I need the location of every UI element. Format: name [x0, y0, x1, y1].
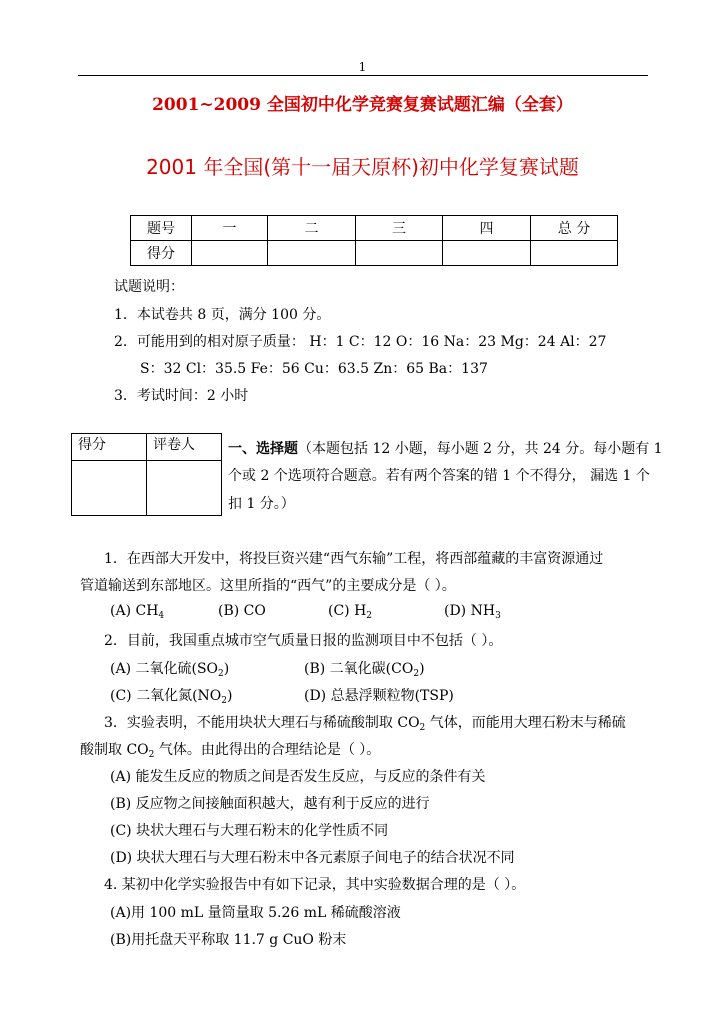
question-1-text: 管道输送到东部地区。这里所指的“西气”的主要成分是（ ）。 [80, 578, 456, 594]
section-description: 扣 1 分。） [228, 496, 295, 512]
option-text: (C) 二氧化氮(NO [110, 688, 222, 704]
question-text: 气体。由此得出的合理结论是（ ）。 [154, 742, 381, 758]
score-table [130, 215, 618, 266]
question-1-text: 1．在西部大开发中，将投巨资兴建“西气东输”工程，将西部蕴藏的丰富资源通过 [104, 551, 604, 567]
question-4-option-a: (A)用 100 mL 量筒量取 5.26 mL 稀硫酸溶液 [110, 905, 401, 921]
score-table-col: 一 [192, 216, 268, 241]
question-text: 酸制取 CO [80, 742, 149, 758]
question-3-option-b: (B) 反应物之间接触面积越大，越有利于反应的进行 [110, 796, 430, 812]
document-title: 2001~2009 全国初中化学竞赛复赛试题汇编（全套） [152, 95, 573, 115]
question-1-option-c [328, 603, 372, 619]
instruction-item: 1．本试卷共 8 页，满分 100 分。 [114, 307, 331, 323]
question-2-text: 2．目前，我国重点城市空气质量日报的监测项目中不包括（ ）。 [104, 633, 503, 649]
question-text: 气体，而能用大理石粉末与稀硫 [425, 715, 626, 731]
option-text: (A) 二氧化硫(SO [110, 661, 219, 677]
page-number: 1 [358, 60, 367, 74]
instruction-item: 3．考试时间：2 小时 [114, 388, 249, 404]
grader-table-body-row [72, 461, 222, 516]
section-description: 个或 2 个选项符合题意。若有两个答案的错 1 个不得分， 漏选 1 个 [228, 468, 650, 484]
option-text: (D) NH [444, 603, 496, 619]
option-text: ) [223, 661, 230, 677]
subscript: 2 [148, 750, 155, 760]
score-table-label: 得分 [131, 241, 192, 266]
score-cell [192, 241, 268, 266]
score-table-col: 总 分 [531, 216, 618, 241]
subscript: 3 [495, 611, 501, 621]
instructions-heading: 试题说明： [114, 279, 184, 295]
score-table-col: 三 [356, 216, 443, 241]
option-text: (B) 二氧化碳(CO [304, 661, 414, 677]
question-3-text [80, 739, 380, 759]
question-4-text: 4. 某初中化学实验报告中有如下记录，其中实验数据合理的是（ ）。 [104, 877, 526, 893]
option-text: ) [227, 688, 233, 704]
score-table-col: 四 [443, 216, 531, 241]
question-1-option-d [444, 603, 501, 619]
subscript: 2 [218, 669, 224, 679]
question-2-option-b [304, 658, 425, 678]
question-3-option-d: (D) 块状大理石与大理石粉末中各元素原子间电子的结合状况不同 [110, 850, 515, 866]
question-4-option-b: (B)用托盘天平称取 11.7 g CuO 粉末 [110, 932, 347, 948]
score-table-col: 二 [268, 216, 356, 241]
section-title: 选择题 [256, 441, 298, 457]
question-3-option-c: (C) 块状大理石与大理石粉末的化学性质不同 [110, 823, 389, 839]
question-2-option-d: (D) 总悬浮颗粒物(TSP) [304, 688, 454, 704]
question-2-option-a [110, 658, 229, 678]
grader-table [71, 433, 222, 516]
score-table-label: 题号 [131, 216, 192, 241]
instruction-item-cont: S：32 Cl：35.5 Fe：56 Cu：63.5 Zn：65 Ba：137 [140, 361, 488, 377]
section-number: 一、 [228, 441, 256, 457]
subscript: 2 [366, 611, 373, 621]
option-text: ) [419, 661, 425, 677]
subscript: 2 [413, 669, 420, 679]
question-text: 3．实验表明，不能用块状大理石与稀硫酸制取 CO [104, 715, 420, 731]
grader-table-header-row [72, 434, 222, 461]
section-heading [228, 438, 663, 458]
option-text: (C) H [328, 603, 367, 619]
score-cell [268, 241, 356, 266]
grader-score-cell [72, 461, 147, 516]
header-rule [78, 75, 648, 76]
section-description: （本题包括 12 小题，每小题 2 分，共 24 分。每小题有 1 [298, 441, 663, 457]
score-cell [443, 241, 531, 266]
instruction-item: 2．可能用到的相对原子质量： H：1 C：12 O：16 Na：23 Mg：24 Al：27 [114, 334, 607, 350]
subscript: 2 [419, 723, 426, 733]
grader-score-label: 得分 [72, 434, 147, 461]
option-text: (A) CH [110, 603, 159, 619]
subscript: 2 [221, 696, 228, 706]
question-3-text [104, 712, 626, 732]
question-1-option-a [110, 603, 164, 619]
grader-name-label: 评卷人 [147, 434, 222, 461]
grader-name-cell [147, 461, 222, 516]
exam-title: 2001 年全国(第十一届天原杯)初中化学复赛试题 [146, 155, 579, 179]
question-2-option-c [110, 685, 232, 705]
score-cell [531, 241, 618, 266]
score-cell [356, 241, 443, 266]
subscript: 4 [158, 611, 165, 621]
question-3-option-a: (A) 能发生反应的物质之间是否发生反应，与反应的条件有关 [110, 769, 486, 785]
score-table-header-row [131, 216, 618, 241]
score-table-score-row [131, 241, 618, 266]
question-1-option-b: (B) CO [218, 603, 266, 619]
